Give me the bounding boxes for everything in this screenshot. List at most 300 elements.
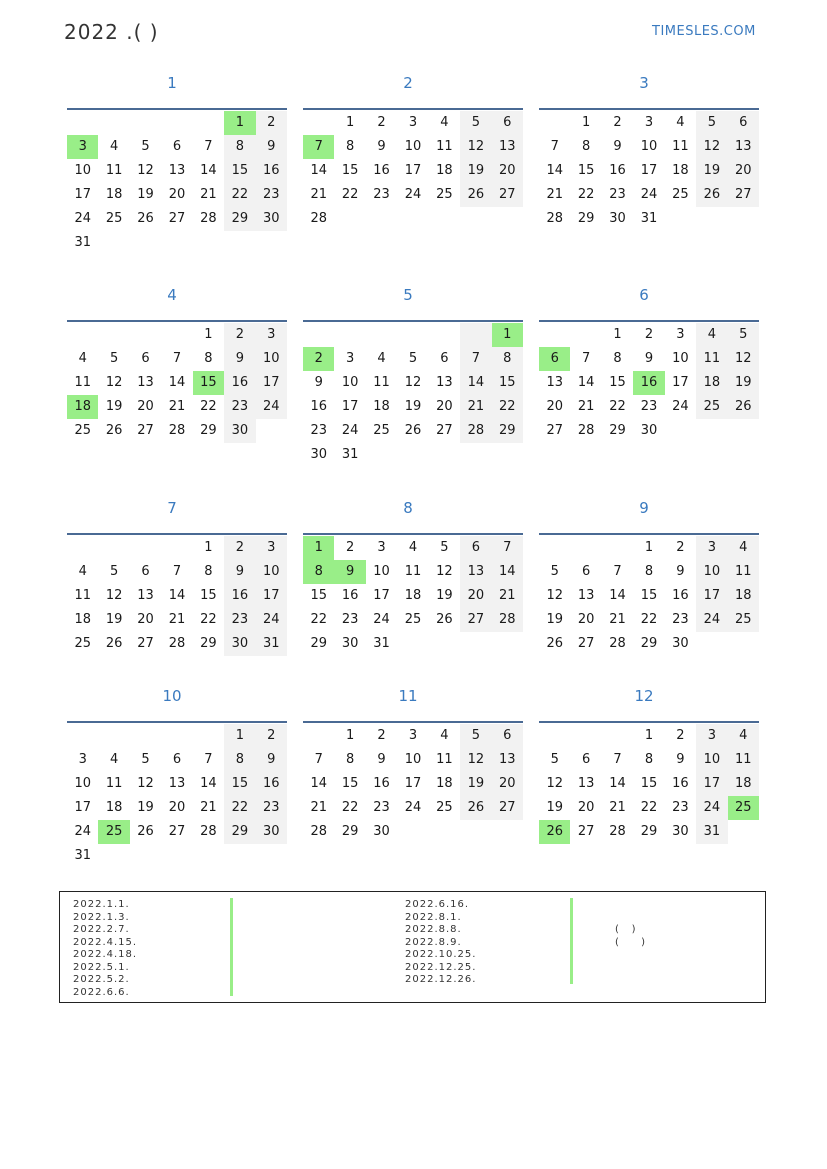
calendar-day: 20 — [492, 772, 523, 796]
legend-date: 2022.1.3. — [73, 911, 130, 923]
calendar-day: 8 — [613, 351, 622, 366]
calendar-day: 2 — [345, 540, 355, 555]
calendar-day: 2 — [224, 323, 255, 347]
calendar-day: 17 — [696, 584, 727, 608]
calendar-day: 18 — [728, 772, 759, 796]
empty-cell — [397, 323, 428, 347]
calendar-day: 9 — [676, 752, 685, 767]
calendar-day: 22 — [200, 399, 217, 414]
empty-cell — [539, 323, 570, 347]
calendar-day: 19 — [137, 187, 154, 202]
calendar-day: 19 — [436, 588, 453, 603]
month-divider — [303, 721, 523, 723]
calendar-day: 25 — [404, 612, 422, 627]
calendar-day: 16 — [373, 163, 390, 178]
calendar-day: 1 — [613, 327, 622, 342]
calendar-day: 20 — [436, 399, 453, 414]
calendar-day: 13 — [577, 776, 595, 791]
calendar-day: 9 — [676, 564, 685, 579]
calendar-day: 3 — [377, 540, 386, 555]
calendar-day: 21 — [577, 399, 595, 414]
holiday-day: 15 — [193, 371, 224, 395]
calendar-day: 30 — [224, 419, 255, 443]
calendar-day: 26 — [105, 423, 123, 438]
month-divider — [539, 108, 759, 110]
calendar-day: 17 — [256, 584, 287, 608]
calendar-day: 16 — [256, 159, 287, 183]
calendar-day: 19 — [105, 399, 123, 414]
month-number: 9 — [639, 499, 649, 517]
calendar-day: 12 — [546, 588, 563, 603]
calendar-day: 14 — [310, 163, 327, 178]
calendar-day: 8 — [224, 135, 255, 159]
calendar-day: 14 — [310, 776, 327, 791]
calendar-day: 14 — [200, 776, 217, 791]
day-grid — [67, 536, 287, 656]
calendar-day: 7 — [550, 139, 559, 154]
calendar-day: 11 — [404, 564, 422, 579]
empty-cell — [460, 323, 491, 347]
day-grid — [539, 724, 759, 844]
calendar-day: 27 — [546, 423, 563, 438]
calendar-day: 21 — [310, 187, 327, 202]
calendar-day: 18 — [436, 163, 453, 178]
calendar-day: 24 — [696, 608, 727, 632]
calendar-day: 28 — [460, 419, 491, 443]
calendar-day: 25 — [436, 800, 453, 815]
calendar-day: 15 — [341, 163, 359, 178]
calendar-day: 3 — [676, 327, 685, 342]
calendar-day: 8 — [345, 139, 355, 154]
legend-date: 2022.5.2. — [73, 974, 130, 985]
calendar-day: 21 — [492, 584, 523, 608]
calendar-day: 22 — [577, 187, 595, 202]
calendar-day: 28 — [200, 824, 217, 839]
calendar-day: 31 — [373, 636, 390, 651]
calendar-day: 14 — [492, 560, 523, 584]
empty-cell — [161, 111, 192, 135]
calendar-day: 5 — [141, 139, 150, 154]
calendar-day: 28 — [577, 423, 595, 438]
calendar-day: 15 — [200, 588, 217, 603]
calendar-day: 9 — [256, 135, 287, 159]
calendar-day: 27 — [137, 636, 154, 651]
calendar-day: 22 — [640, 800, 658, 815]
calendar-day: 30 — [224, 632, 255, 656]
calendar-day: 2 — [676, 540, 685, 555]
calendar-day: 14 — [200, 163, 217, 178]
calendar-day: 29 — [224, 820, 255, 844]
calendar-day: 22 — [640, 612, 658, 627]
calendar-day: 5 — [696, 111, 727, 135]
calendar-day: 16 — [373, 776, 390, 791]
page-title: 2022 .( ) — [64, 20, 159, 44]
calendar-day: 30 — [672, 824, 689, 839]
calendar-day: 12 — [460, 748, 491, 772]
calendar-day: 29 — [341, 824, 359, 839]
calendar-day: 20 — [577, 800, 595, 815]
calendar-day: 26 — [460, 183, 491, 207]
calendar-day: 3 — [256, 323, 287, 347]
calendar-day: 18 — [728, 584, 759, 608]
calendar-day: 2 — [377, 728, 386, 743]
calendar-day: 10 — [696, 560, 727, 584]
empty-cell — [193, 111, 224, 135]
legend-date: 2022.8.1. — [405, 911, 462, 923]
calendar-day: 8 — [644, 564, 654, 579]
empty-cell — [539, 111, 570, 135]
calendar-day: 9 — [644, 351, 654, 366]
calendar-day: 23 — [256, 183, 287, 207]
legend-marker-2 — [570, 898, 573, 984]
calendar-day: 30 — [672, 636, 689, 651]
calendar-day: 5 — [460, 111, 491, 135]
calendar-day: 20 — [137, 399, 154, 414]
calendar-day: 6 — [460, 536, 491, 560]
calendar-day: 17 — [373, 588, 390, 603]
calendar-day: 28 — [168, 636, 186, 651]
holiday-day: 9 — [334, 560, 365, 584]
calendar-day: 4 — [440, 115, 449, 130]
calendar-day: 15 — [224, 159, 255, 183]
calendar-day: 1 — [345, 728, 355, 743]
empty-cell — [539, 536, 570, 560]
calendar-day: 1 — [204, 540, 213, 555]
calendar-day: 15 — [640, 776, 658, 791]
calendar-day: 11 — [728, 560, 759, 584]
calendar-day: 26 — [436, 612, 453, 627]
calendar-day: 2 — [613, 115, 622, 130]
calendar-day: 20 — [577, 612, 595, 627]
calendar-day: 20 — [728, 159, 759, 183]
holiday-legend — [59, 891, 766, 1003]
calendar-day: 24 — [672, 399, 689, 414]
calendar-day: 6 — [172, 139, 182, 154]
calendar-day: 16 — [341, 588, 359, 603]
calendar-day: 25 — [696, 395, 727, 419]
calendar-day: 27 — [492, 796, 523, 820]
calendar-day: 16 — [310, 399, 327, 414]
month-divider — [539, 721, 759, 723]
empty-cell — [130, 536, 161, 560]
calendar-day: 6 — [141, 564, 150, 579]
calendar-day: 29 — [640, 824, 658, 839]
calendar-day: 13 — [168, 776, 186, 791]
calendar-day: 17 — [672, 375, 689, 390]
calendar-day: 11 — [105, 163, 123, 178]
calendar-day: 24 — [373, 612, 390, 627]
calendar-day: 11 — [373, 375, 390, 390]
calendar-day: 7 — [613, 564, 622, 579]
calendar-day: 15 — [341, 776, 359, 791]
calendar-day: 7 — [581, 351, 591, 366]
calendar-day: 6 — [581, 564, 591, 579]
calendar-day: 1 — [644, 540, 654, 555]
calendar-day: 18 — [105, 187, 123, 202]
calendar-day: 25 — [728, 608, 759, 632]
calendar-day: 1 — [581, 115, 591, 130]
calendar-day: 23 — [609, 187, 626, 202]
calendar-day: 10 — [256, 347, 287, 371]
empty-cell — [303, 724, 334, 748]
empty-cell — [130, 724, 161, 748]
calendar-day: 17 — [404, 163, 422, 178]
calendar-day: 22 — [341, 187, 359, 202]
month-number: 7 — [167, 499, 177, 517]
calendar-day: 9 — [256, 748, 287, 772]
calendar-day: 21 — [310, 800, 327, 815]
calendar-day: 7 — [172, 564, 182, 579]
calendar-day: 12 — [696, 135, 727, 159]
calendar-day: 12 — [460, 135, 491, 159]
calendar-day: 7 — [613, 752, 622, 767]
calendar-day: 24 — [74, 824, 91, 839]
calendar-day: 21 — [609, 612, 626, 627]
calendar-day: 8 — [204, 351, 213, 366]
calendar-day: 2 — [256, 111, 287, 135]
calendar-day: 22 — [341, 800, 359, 815]
calendar-day: 12 — [105, 588, 123, 603]
calendar-day: 4 — [728, 724, 759, 748]
calendar-day: 18 — [74, 612, 91, 627]
legend-date: 2022.4.15. — [73, 936, 138, 948]
day-grid — [303, 111, 523, 231]
calendar-day: 15 — [640, 588, 658, 603]
calendar-day: 25 — [672, 187, 689, 202]
month-divider — [303, 533, 523, 535]
calendar-day: 1 — [224, 724, 255, 748]
calendar-day: 23 — [224, 608, 255, 632]
holiday-day: 8 — [303, 560, 334, 584]
calendar-day: 5 — [550, 564, 559, 579]
site-logo[interactable]: TIMESLES.COM — [652, 24, 756, 39]
calendar-day: 4 — [377, 351, 386, 366]
calendar-day: 24 — [404, 800, 422, 815]
calendar-day: 13 — [546, 375, 563, 390]
calendar-day: 23 — [341, 612, 359, 627]
calendar-day: 29 — [640, 636, 658, 651]
calendar-day: 19 — [105, 612, 123, 627]
calendar-day: 16 — [224, 584, 255, 608]
calendar-day: 29 — [609, 423, 626, 438]
calendar-day: 6 — [581, 752, 591, 767]
calendar-day: 21 — [200, 187, 217, 202]
empty-cell — [98, 111, 129, 135]
holiday-day: 26 — [539, 820, 570, 844]
calendar-day: 21 — [609, 800, 626, 815]
calendar-day: 29 — [310, 636, 327, 651]
calendar-day: 21 — [546, 187, 563, 202]
empty-cell — [161, 323, 192, 347]
month-divider — [539, 533, 759, 535]
calendar-day: 13 — [168, 163, 186, 178]
month-divider — [67, 533, 287, 535]
day-grid — [539, 536, 759, 656]
calendar-day: 10 — [696, 748, 727, 772]
month-number: 11 — [398, 687, 418, 705]
calendar-day: 11 — [672, 139, 689, 154]
calendar-day: 12 — [436, 564, 453, 579]
calendar-day: 13 — [492, 748, 523, 772]
calendar-day: 11 — [436, 752, 453, 767]
holiday-day: 1 — [492, 323, 523, 347]
calendar-day: 28 — [609, 824, 626, 839]
calendar-day: 14 — [460, 371, 491, 395]
calendar-day: 15 — [492, 371, 523, 395]
empty-cell — [429, 323, 460, 347]
legend-note-1: ( ) — [615, 924, 636, 935]
calendar-day: 11 — [74, 588, 91, 603]
calendar-day: 12 — [546, 776, 563, 791]
calendar-day: 30 — [310, 447, 327, 462]
calendar-day: 31 — [341, 447, 359, 462]
calendar-day: 30 — [640, 423, 658, 438]
calendar-day: 25 — [74, 423, 91, 438]
calendar-day: 6 — [492, 724, 523, 748]
calendar-day: 28 — [492, 608, 523, 632]
month-divider — [303, 320, 523, 322]
calendar-day: 27 — [168, 824, 186, 839]
empty-cell — [570, 724, 601, 748]
calendar-day: 22 — [492, 395, 523, 419]
holiday-day: 25 — [728, 796, 759, 820]
calendar-day: 10 — [74, 776, 91, 791]
calendar-day: 24 — [256, 395, 287, 419]
empty-cell — [67, 323, 98, 347]
calendar-day: 13 — [137, 588, 154, 603]
empty-cell — [98, 724, 129, 748]
calendar-day: 8 — [581, 139, 591, 154]
calendar-day: 6 — [440, 351, 449, 366]
calendar-day: 9 — [613, 139, 622, 154]
calendar-day: 11 — [74, 375, 91, 390]
calendar-day: 10 — [640, 139, 658, 154]
calendar-day: 17 — [341, 399, 359, 414]
calendar-day: 16 — [672, 776, 689, 791]
empty-cell — [98, 323, 129, 347]
calendar-day: 26 — [546, 636, 563, 651]
calendar-day: 23 — [373, 800, 390, 815]
calendar-day: 3 — [408, 728, 418, 743]
legend-date: 2022.12.25. — [405, 961, 477, 973]
calendar-day: 1 — [644, 728, 654, 743]
calendar-day: 21 — [168, 399, 186, 414]
calendar-day: 28 — [168, 423, 186, 438]
calendar-day: 20 — [137, 612, 154, 627]
holiday-day: 6 — [539, 347, 570, 371]
calendar-day: 28 — [546, 211, 563, 226]
calendar-day: 30 — [373, 824, 390, 839]
calendar-day: 2 — [256, 724, 287, 748]
legend-marker-1 — [230, 898, 233, 996]
calendar-day: 14 — [609, 588, 626, 603]
month-divider — [67, 108, 287, 110]
calendar-day: 8 — [644, 752, 654, 767]
holiday-day: 1 — [224, 111, 255, 135]
calendar-day: 2 — [676, 728, 685, 743]
calendar-day: 4 — [109, 752, 119, 767]
empty-cell — [193, 724, 224, 748]
calendar-day: 19 — [546, 612, 563, 627]
calendar-day: 20 — [168, 800, 186, 815]
calendar-day: 19 — [460, 772, 491, 796]
calendar-day: 7 — [172, 351, 182, 366]
calendar-day: 27 — [436, 423, 453, 438]
calendar-day: 24 — [256, 608, 287, 632]
calendar-day: 9 — [224, 347, 255, 371]
day-grid — [303, 724, 523, 844]
calendar-day: 27 — [577, 636, 595, 651]
calendar-day: 24 — [74, 211, 91, 226]
calendar-day: 5 — [440, 540, 449, 555]
calendar-day: 18 — [696, 371, 727, 395]
calendar-day: 6 — [728, 111, 759, 135]
calendar-day: 26 — [137, 824, 154, 839]
month-number: 12 — [634, 687, 654, 705]
calendar-day: 10 — [74, 163, 91, 178]
calendar-day: 30 — [341, 636, 359, 651]
calendar-day: 17 — [696, 772, 727, 796]
day-grid — [67, 724, 287, 868]
month-number: 4 — [167, 286, 177, 304]
calendar-day: 16 — [224, 371, 255, 395]
month-number: 10 — [162, 687, 182, 705]
month-number: 1 — [167, 74, 177, 92]
calendar-day: 28 — [310, 211, 327, 226]
calendar-day: 6 — [141, 351, 150, 366]
calendar-day: 26 — [404, 423, 422, 438]
calendar-day: 5 — [141, 752, 150, 767]
month-divider — [303, 108, 523, 110]
month-number: 3 — [639, 74, 649, 92]
calendar-day: 27 — [168, 211, 186, 226]
calendar-day: 9 — [377, 139, 386, 154]
legend-date: 2022.8.8. — [405, 924, 462, 935]
holiday-day: 16 — [633, 371, 664, 395]
calendar-day: 22 — [200, 612, 217, 627]
calendar-day: 23 — [373, 187, 390, 202]
calendar-day: 23 — [310, 423, 327, 438]
empty-cell — [161, 536, 192, 560]
month-number: 6 — [639, 286, 649, 304]
calendar-day: 17 — [256, 371, 287, 395]
calendar-day: 11 — [696, 347, 727, 371]
calendar-day: 20 — [546, 399, 563, 414]
calendar-day: 3 — [408, 115, 418, 130]
calendar-day: 30 — [256, 820, 287, 844]
calendar-day: 19 — [546, 800, 563, 815]
legend-column-1 — [73, 899, 137, 999]
calendar-day: 12 — [404, 375, 422, 390]
legend-date: 2022.8.9. — [405, 936, 462, 948]
calendar-day: 3 — [345, 351, 355, 366]
calendar-day: 11 — [436, 139, 453, 154]
calendar-day: 4 — [78, 564, 87, 579]
legend-date: 2022.6.16. — [405, 899, 470, 910]
calendar-day: 23 — [224, 395, 255, 419]
calendar-day: 27 — [137, 423, 154, 438]
holiday-day: 7 — [303, 135, 334, 159]
calendar-day: 3 — [696, 536, 727, 560]
calendar-day: 18 — [436, 776, 453, 791]
legend-date: 2022.10.25. — [405, 949, 477, 960]
calendar-day: 7 — [492, 536, 523, 560]
calendar-day: 25 — [373, 423, 390, 438]
calendar-day: 6 — [492, 111, 523, 135]
calendar-day: 13 — [436, 375, 453, 390]
calendar-day: 23 — [256, 796, 287, 820]
calendar-day: 10 — [341, 375, 359, 390]
